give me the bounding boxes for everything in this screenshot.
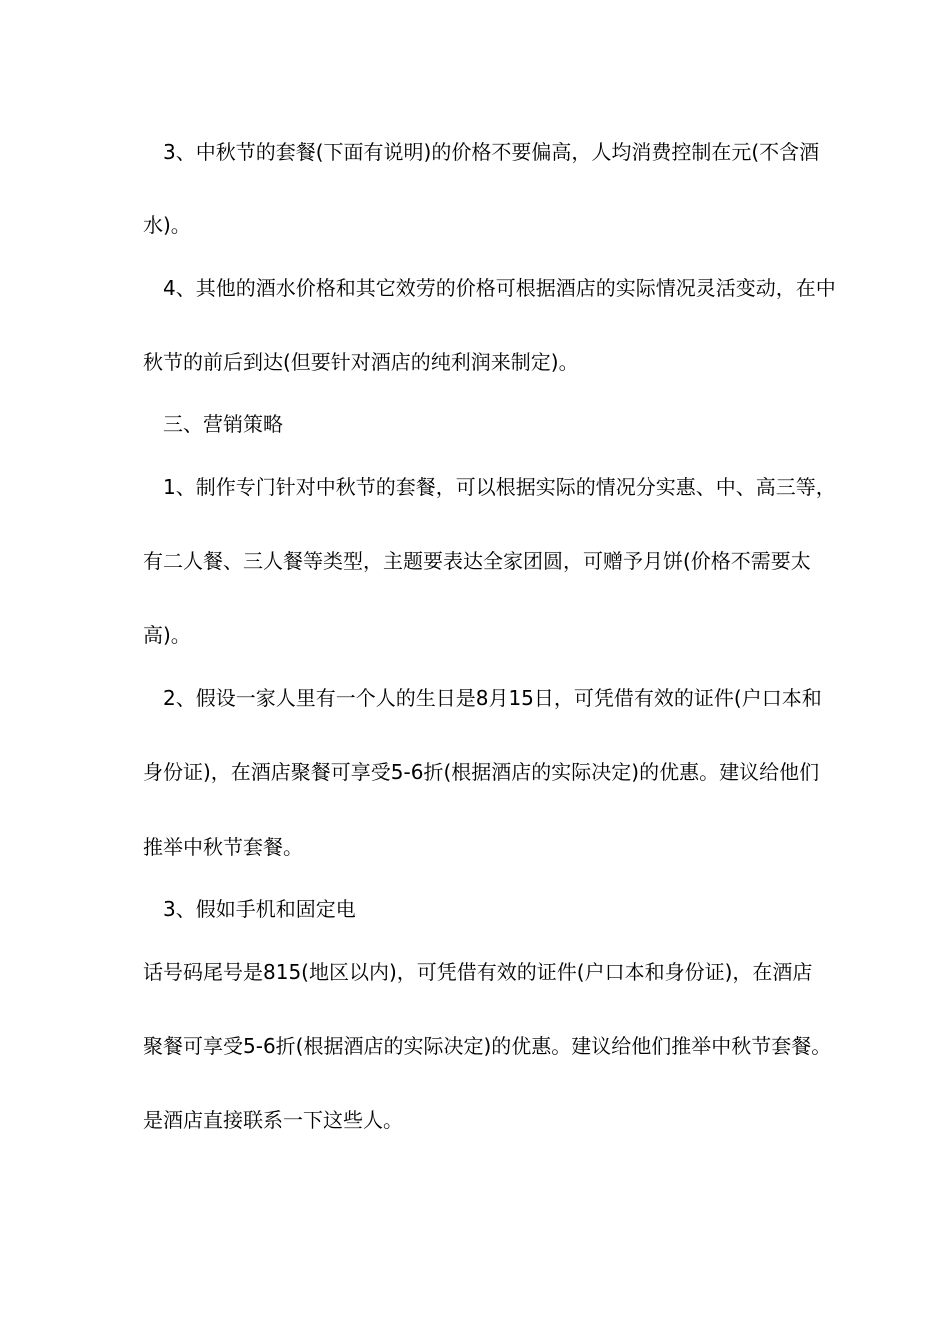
paragraph-line-continuation: 秋节的前后到达(但要针对酒店的纯利润来制定)。	[143, 350, 579, 374]
paragraph-line-continuation: 有二人餐、三人餐等类型，主题要表达全家团圆，可赠予月饼(价格不需要太	[143, 549, 811, 573]
paragraph-line-continuation: 水)。	[143, 213, 191, 237]
paragraph-line-continuation: 高)。	[143, 623, 191, 647]
paragraph-line-drink-price: 4、其他的酒水价格和其它效劳的价格可根据酒店的实际情况灵活变动，在中	[163, 276, 836, 300]
paragraph-line-birthday-offer: 2、假设一家人里有一个人的生日是8月15日，可凭借有效的证件(户口本和	[163, 686, 822, 710]
paragraph-line-phone-offer: 3、假如手机和固定电	[163, 897, 356, 921]
paragraph-line-continuation: 是酒店直接联系一下这些人。	[143, 1108, 403, 1132]
paragraph-line-set-meal: 1、制作专门针对中秋节的套餐，可以根据实际的情况分实惠、中、高三等，	[163, 475, 836, 499]
paragraph-line-continuation: 身份证)，在酒店聚餐可享受5-6折(根据酒店的实际决定)的优惠。建议给他们	[143, 760, 820, 784]
paragraph-line-continuation: 推举中秋节套餐。	[143, 835, 303, 859]
section-heading-marketing-strategy: 三、营销策略	[163, 412, 283, 436]
paragraph-line-continuation: 话号码尾号是815(地区以内)，可凭借有效的证件(户口本和身份证)，在酒店	[143, 960, 813, 984]
paragraph-line-price-control: 3、中秋节的套餐(下面有说明)的价格不要偏高，人均消费控制在元(不含酒	[163, 140, 820, 164]
paragraph-line-continuation: 聚餐可享受5-6折(根据酒店的实际决定)的优惠。建议给他们推举中秋节套餐。	[143, 1034, 832, 1058]
